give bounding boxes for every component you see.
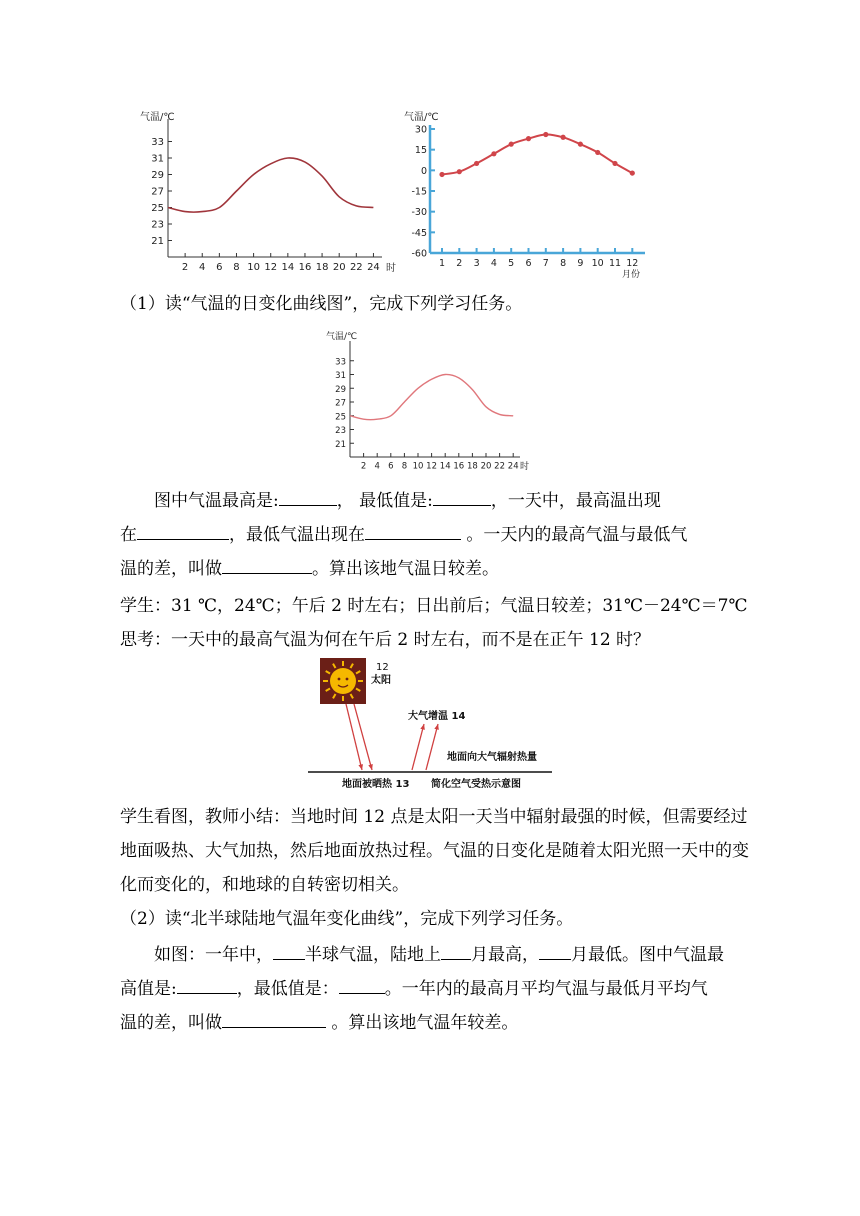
- annual-temperature-chart-svg: [400, 105, 660, 280]
- x-tick-label: 7: [542, 258, 549, 269]
- x-tick-label: 14: [439, 461, 451, 472]
- x-tick-label: 22: [494, 461, 506, 472]
- section-2-title: （2）读“北半球陆地气温年变化曲线”，完成下列学习任务。: [120, 909, 574, 929]
- y-tick-label: -30: [411, 207, 427, 219]
- x-tick-label: 11: [608, 258, 622, 269]
- x-tick-label: 14: [281, 262, 295, 273]
- sun-label: 太阳: [371, 675, 391, 686]
- x-tick-label: 2: [360, 461, 367, 472]
- x-tick-label: 4: [199, 262, 206, 273]
- x-tick-label: 6: [216, 262, 223, 273]
- blank-min-month[interactable]: [539, 939, 571, 960]
- teacher-summary: 学生看图，教师小结：当地时间 12 点是太阳一天当中辐射最强的时候，但需要经过地面吸热、大气加热，然后地面放热过程。气温的日变化是随着太阳光照一天中的变化而变化的，和地球的自转密切相关。: [120, 807, 749, 895]
- blank-annual-max[interactable]: [177, 973, 237, 994]
- data-point: [630, 170, 635, 175]
- y-tick-label: -45: [411, 227, 427, 239]
- x-tick-label: 3: [473, 258, 480, 269]
- ground-radiation-arrow-2: [426, 724, 438, 770]
- y-tick-label: 25: [151, 203, 164, 214]
- ground-radiation-label: 地面向大气辐射热量: [447, 752, 537, 763]
- blank-min-temp[interactable]: [433, 485, 491, 506]
- sun-icon: [330, 668, 356, 694]
- y-tick-label: 21: [151, 236, 164, 247]
- chart-axes: [350, 341, 520, 457]
- y-tick-label: 29: [151, 170, 164, 181]
- diagram-caption: 简化空气受热示意图: [431, 779, 521, 790]
- data-point: [457, 169, 462, 174]
- x-tick-label: 16: [298, 262, 312, 273]
- x-axis-unit: 时: [520, 462, 530, 472]
- temperature-line: [168, 158, 373, 212]
- y-tick-label: 30: [414, 124, 427, 136]
- x-tick-label: 6: [525, 258, 532, 269]
- x-ticks: [439, 248, 638, 269]
- daily-temperature-chart-small-svg: [320, 325, 535, 475]
- blank-daily-range[interactable]: [222, 553, 312, 574]
- y-tick-label: 27: [151, 186, 164, 198]
- x-tick-label: 24: [367, 262, 380, 273]
- y-tick-label: 31: [151, 153, 164, 165]
- x-tick-label: 16: [453, 461, 465, 472]
- data-points: [439, 132, 635, 177]
- sun-number: 12: [376, 662, 389, 673]
- x-tick-label: 2: [181, 262, 189, 273]
- x-tick-label: 2: [456, 258, 463, 269]
- x-tick-label: 12: [426, 461, 438, 472]
- x-tick-label: 24: [507, 461, 519, 472]
- data-point: [543, 132, 548, 137]
- y-tick-label: 23: [335, 426, 346, 436]
- data-point: [509, 142, 514, 147]
- x-axis-unit: 时: [386, 263, 396, 274]
- y-tick-label: -15: [411, 186, 427, 198]
- blank-max-temp[interactable]: [279, 485, 337, 506]
- y-tick-label: -60: [411, 248, 427, 260]
- x-tick-label: 20: [332, 262, 346, 273]
- data-point: [561, 135, 566, 140]
- daily-temperature-chart-small: [320, 325, 535, 479]
- y-ticks: [151, 137, 172, 247]
- daily-temperature-chart: [130, 105, 405, 284]
- x-ticks: [361, 453, 519, 472]
- blank-max-month[interactable]: [441, 939, 471, 960]
- data-point: [578, 142, 583, 147]
- x-tick-label: 12: [264, 262, 278, 273]
- x-tick-label: 8: [401, 461, 408, 472]
- sun-eye-left: [338, 678, 341, 681]
- ground-label: 地面被晒热 13: [342, 779, 410, 790]
- temperature-line: [350, 374, 513, 419]
- atmosphere-label: 大气增温 14: [408, 711, 466, 722]
- x-tick-label: 18: [315, 262, 329, 273]
- y-tick-label: 29: [335, 384, 346, 395]
- x-axis-unit: 月份: [622, 270, 641, 280]
- chart-axes: [168, 119, 382, 257]
- chart-axes: [430, 125, 645, 253]
- y-tick-label: 31: [335, 371, 346, 381]
- question-1: 图中气温最高是: ， 最低值是: ，一天中，最高温出现 在 ，最低气温出现在 。一天内的最高气温与最低气 温的差，叫做 。算出该地气温日较差。: [120, 484, 750, 586]
- y-tick-label: 21: [335, 439, 346, 450]
- data-point: [491, 151, 496, 156]
- section-1-title: （1）读“气温的日变化曲线图”，完成下列学习任务。: [120, 294, 523, 314]
- y-tick-label: 33: [335, 357, 346, 368]
- data-point: [526, 136, 531, 141]
- solar-radiation-arrow-1: [346, 704, 362, 770]
- x-tick-label: 6: [388, 461, 394, 472]
- y-axis-label: 气温/℃: [404, 112, 439, 123]
- question-2: 如图：一年中， 半球气温，陆地上 月最高， 月最低。图中气温最 高值是: ，最低值是： 。一年内的最高月平均气温与最低月平均气 温的差，叫做 。算出该地气温年较差。: [120, 938, 750, 1040]
- blank-annual-range[interactable]: [222, 1007, 326, 1028]
- x-tick-label: 9: [577, 258, 584, 269]
- x-tick-label: 8: [233, 262, 240, 273]
- y-axis-label: 气温/℃: [140, 112, 175, 123]
- blank-annual-min[interactable]: [339, 973, 385, 994]
- x-tick-label: 8: [560, 258, 567, 269]
- y-tick-label: 15: [414, 145, 427, 157]
- x-tick-label: 22: [349, 262, 363, 273]
- y-tick-label: 33: [151, 137, 164, 148]
- data-point: [439, 172, 444, 177]
- air-heating-diagram-svg: [300, 652, 560, 792]
- temperature-line: [442, 134, 632, 174]
- y-tick-label: 23: [151, 219, 164, 231]
- student-answer: 学生：31 ℃，24℃；午后 2 时左右；日出前后；气温日较差；31℃－24℃＝7℃ 思考：一天中的最高气温为何在午后 2 时左右，而不是在正午 12 时？: [120, 596, 748, 650]
- x-tick-label: 1: [438, 258, 446, 269]
- x-tick-label: 10: [591, 258, 604, 269]
- daily-temperature-chart-svg: [130, 105, 405, 280]
- x-tick-label: 10: [412, 461, 424, 472]
- y-axis-label: 气温/℃: [326, 332, 358, 342]
- y-ticks: [411, 125, 435, 260]
- solar-radiation-arrow-2: [354, 704, 372, 770]
- blank-max-time[interactable]: [137, 519, 229, 540]
- data-point: [612, 161, 617, 166]
- blank-min-time[interactable]: [365, 519, 461, 540]
- annual-temperature-chart: [400, 105, 660, 284]
- data-point: [474, 161, 479, 166]
- y-tick-label: 25: [335, 412, 346, 423]
- x-tick-label: 20: [480, 461, 492, 472]
- y-tick-label: 27: [335, 398, 346, 409]
- x-tick-label: 12: [626, 258, 639, 269]
- blank-hemisphere[interactable]: [273, 939, 305, 960]
- x-ticks: [182, 253, 380, 273]
- sun-eye-right: [346, 678, 349, 681]
- air-heating-diagram: [300, 652, 560, 796]
- ground-radiation-arrow-1: [412, 724, 424, 770]
- data-point: [595, 150, 600, 155]
- x-tick-label: 18: [466, 461, 478, 472]
- x-tick-label: 5: [508, 258, 515, 269]
- x-tick-label: 10: [247, 262, 260, 273]
- y-ticks: [335, 357, 354, 450]
- y-tick-label: 0: [420, 165, 427, 177]
- x-tick-label: 4: [374, 461, 380, 472]
- x-tick-label: 4: [490, 258, 497, 269]
